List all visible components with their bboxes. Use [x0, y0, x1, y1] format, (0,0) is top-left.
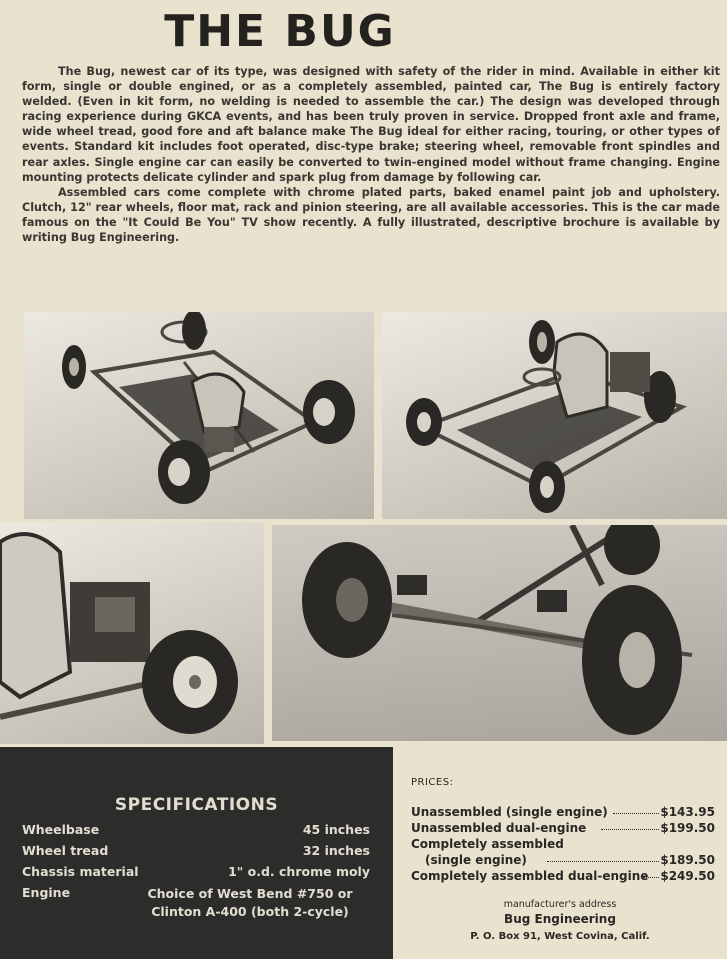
page-title: THE BUG [164, 6, 396, 57]
price-label: Completely assembled dual-engine [411, 869, 649, 883]
kart-photo-front-axle [272, 525, 727, 741]
article-body [22, 64, 720, 245]
specifications-heading: SPECIFICATIONS [114, 795, 279, 815]
spec-label: Wheel tread [22, 843, 109, 858]
kart-photo-front-left [24, 312, 374, 519]
kart-illustration [0, 522, 264, 744]
leader-dots [613, 813, 659, 814]
prices-panel [393, 747, 727, 959]
spec-value: Choice of West Bend #750 or Clinton A-400 (both 2-cycle) [147, 886, 353, 919]
price-label: (single engine) [425, 853, 527, 867]
manufacturer-caption: manufacturer's address [503, 899, 617, 910]
price-label: Unassembled dual-engine [411, 821, 587, 835]
kart-illustration [382, 312, 727, 519]
spec-value: 45 inches [302, 822, 370, 837]
specifications-panel [0, 747, 393, 959]
spec-value: 32 inches [302, 843, 370, 858]
price-amount: $249.50 [660, 869, 715, 883]
price-amount: $199.50 [660, 821, 715, 835]
kart-illustration [24, 312, 374, 519]
manufacturer-address: P. O. Box 91, West Covina, Calif. [470, 931, 650, 942]
article-paragraph: Assembled cars come complete with chrome plated parts, baked enamel paint job and upholstery. Clutch, 12" rear wheels, floor mat, rack and pinion steering, are all available accessories. This is the car made famous on the "It Could Be You" TV show recently. A fully illustrated, descriptive brochure is available by writing Bug Engineering. [22, 185, 720, 245]
kart-photo-front-right [382, 312, 727, 519]
leader-dots [643, 877, 659, 878]
article-paragraph: The Bug, newest car of its type, was designed with safety of the rider in mind. Available in either kit form, single or double engined, or as a completely assembled, painted car, The Bug is entirely factory welded. (Even in kit form, no welding is needed to assemble the car.) The design was developed through racing experience during GKCA events, and has been truly proven in service. Dropped front axle and frame, wide wheel tread, good fore and aft balance make The Bug ideal for either racing, touring, or other types of events. Standard kit includes foot operated, disc-type brake; steering wheel, removable front spindles and rear axles. Single engine car can easily be converted to twin-engined model without frame changing. Engine mounting protects delicate cylinder and spark plug from damage by following car. [22, 65, 720, 184]
price-label: Unassembled (single engine) [411, 805, 608, 819]
prices-heading: PRICES: [411, 777, 454, 788]
spec-label: Engine [22, 885, 71, 900]
kart-illustration [272, 525, 727, 741]
price-amount: $143.95 [660, 805, 715, 819]
spec-value: 1" o.d. chrome moly [228, 864, 370, 879]
kart-photo-engine-closeup [0, 522, 264, 744]
manufacturer-name: Bug Engineering [504, 912, 616, 926]
leader-dots [601, 829, 659, 830]
leader-dots [547, 861, 659, 862]
price-label: Completely assembled [411, 837, 564, 851]
spec-label: Chassis material [22, 864, 139, 879]
spec-label: Wheelbase [22, 822, 100, 837]
price-amount: $189.50 [660, 853, 715, 867]
